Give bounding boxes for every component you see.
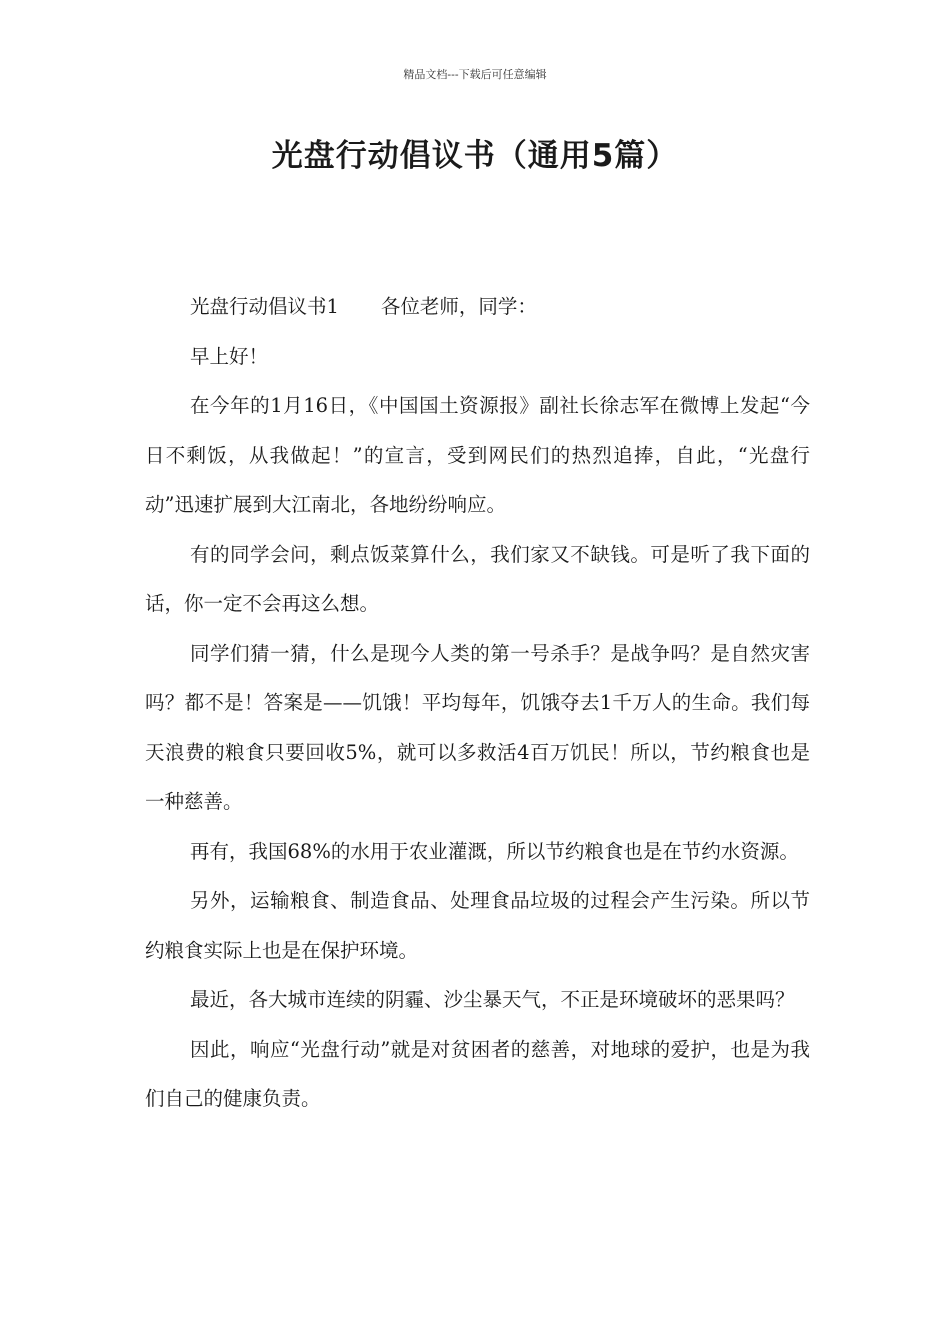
section-label: 光盘行动倡议书1: [190, 295, 339, 318]
paragraph-smog: 最近，各大城市连续的阴霾、沙尘暴天气，不正是环境破坏的恶果吗？: [190, 988, 795, 1011]
page-header-note: 精品文档---下载后可任意编辑: [403, 68, 547, 81]
paragraph-greeting: 早上好！: [190, 344, 269, 368]
salutation: 各位老师，同学：: [380, 295, 537, 318]
paragraph-water: 再有，我国68%的水用于农业灌溉，所以节约粮食也是在节约水资源。: [190, 839, 799, 863]
document-title: 光盘行动倡议书（通用5篇）: [271, 138, 679, 174]
document-body: [145, 282, 810, 1124]
opening-line: [145, 282, 810, 332]
paragraph-question: 有的同学会问，剩点饭菜算什么，我们家又不缺钱。可是听了我下面的话，你一定不会再这么想。: [145, 542, 810, 615]
paragraph-pollution: 另外，运输粮食、制造食品、处理食品垃圾的过程会产生污染。所以节约粮食实际上也是在保护环境。: [145, 889, 810, 962]
paragraph-conclusion: 因此，响应“光盘行动”就是对贫困者的慈善，对地球的爱护，也是为我们自己的健康负责。: [145, 1037, 810, 1110]
paragraph-origin: 在今年的1月16日，《中国国土资源报》副社长徐志军在微博上发起“今日不剩饭，从我做起！”的宣言，受到网民们的热烈追捧，自此，“光盘行动”迅速扩展到大江南北，各地纷纷响应。: [145, 394, 810, 516]
paragraph-hunger: 同学们猜一猜，什么是现今人类的第一号杀手？是战争吗？是自然灾害吗？都不是！答案是——饥饿！平均每年，饥饿夺去1千万人的生命。我们每天浪费的粮食只要回收5%，就可以多救活4百万饥民！所以，节约粮食也是一种慈善。: [145, 641, 810, 813]
